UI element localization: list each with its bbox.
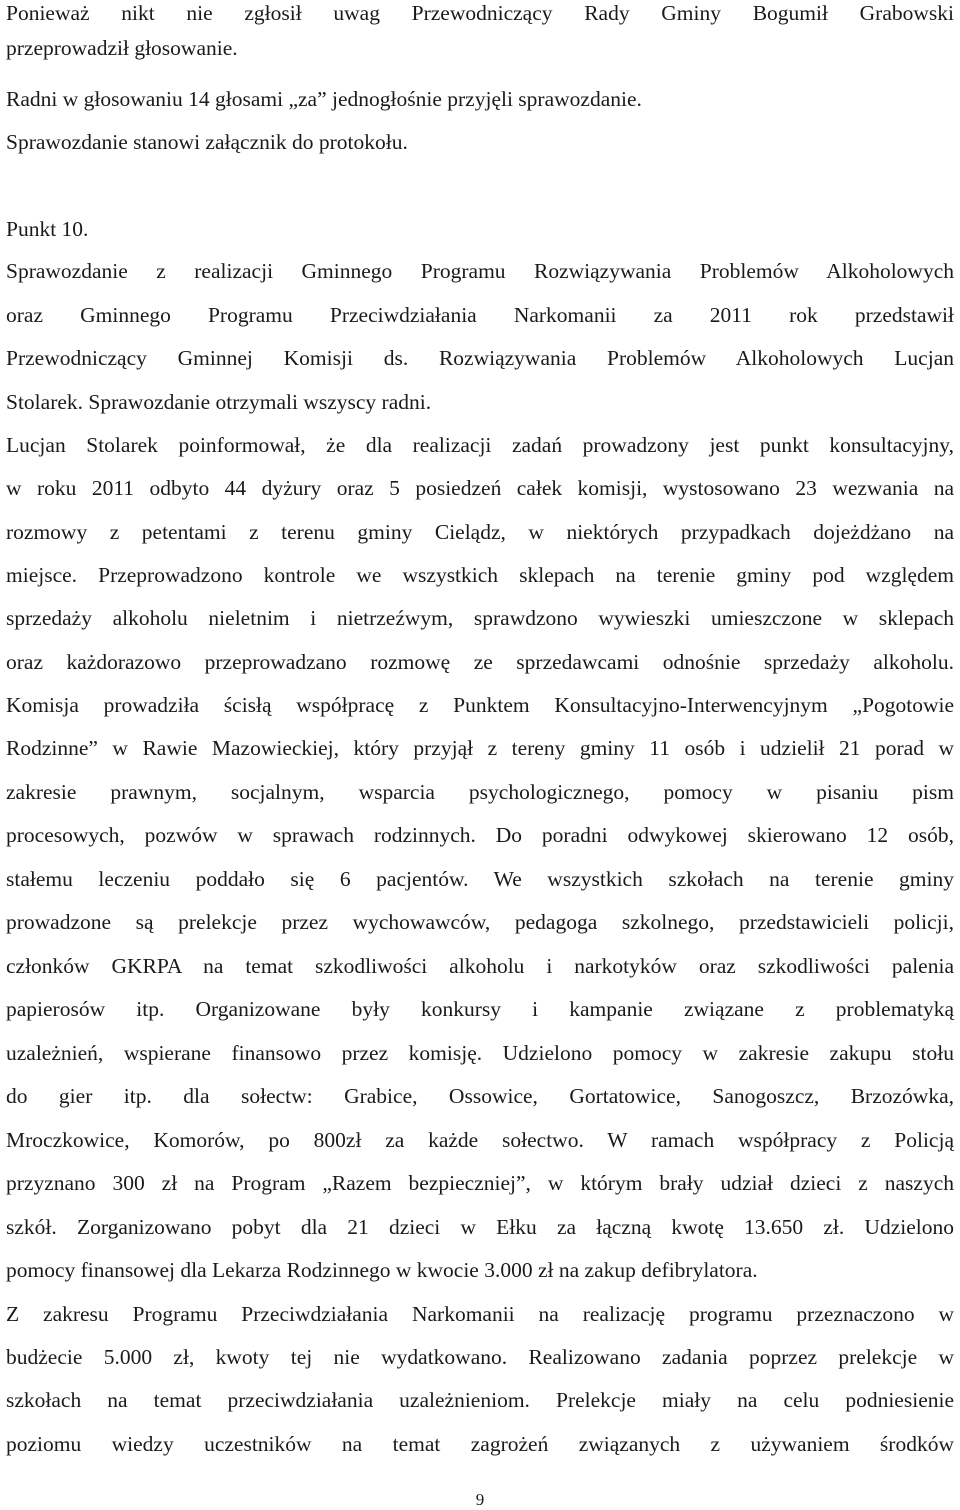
text-line: Komisja prowadziła ścisłą współpracę z Punktem Konsultacyjno-Interwencyjnym „Pogotowie [6,693,954,717]
text-line: Rodzinne” w Rawie Mazowieckiej, który przyjął z tereny gminy 11 osób i udzielił 21 porad w [6,736,954,760]
text-line: Przewodniczący Gminnej Komisji ds. Rozwiązywania Problemów Alkoholowych Lucjan [6,346,954,370]
text-line: szkół. Zorganizowano pobyt dla 21 dzieci w Ełku za łączną kwotę 13.650 zł. Udzielono [6,1215,954,1239]
text-line: Mroczkowice, Komorów, po 800zł za każde sołectwo. W ramach współpracy z Policją [6,1128,954,1152]
text-line: oraz każdorazowo przeprowadzano rozmowę ze sprzedawcami odnośnie sprzedaży alkoholu. [6,650,954,674]
text-line: procesowych, pozwów w sprawach rodzinnych. Do poradni odwykowej skierowano 12 osób, [6,823,954,847]
text-line: Punkt 10. [6,217,89,241]
text-line: poziomu wiedzy uczestników na temat zagrożeń związanych z używaniem środków [6,1432,954,1456]
text-line: Sprawozdanie z realizacji Gminnego Programu Rozwiązywania Problemów Alkoholowych [6,259,954,283]
text-line: szkołach na temat przeciwdziałania uzależnieniom. Prelekcje miały na celu podniesienie [6,1388,954,1412]
text-line: członków GKRPA na temat szkodliwości alkoholu i narkotyków oraz szkodliwości palenia [6,954,954,978]
text-line: rozmowy z petentami z terenu gminy Cielądz, w niektórych przypadkach dojeżdżano na [6,520,954,544]
text-line: papierosów itp. Organizowane były konkursy i kampanie związane z problematyką [6,997,954,1021]
text-line: Lucjan Stolarek poinformował, że dla realizacji zadań prowadzony jest punkt konsultacyjny, [6,433,954,457]
text-line: przyznano 300 zł na Program „Razem bezpieczniej”, w którym brały udział dzieci z naszych [6,1171,954,1195]
text-line: Ponieważ nikt nie zgłosił uwag Przewodniczący Rady Gminy Bogumił Grabowski [6,1,954,25]
text-line: zakresie prawnym, socjalnym, wsparcia psychologicznego, pomocy w pisaniu pism [6,780,954,804]
text-line: Sprawozdanie stanowi załącznik do protokołu. [6,130,408,154]
text-line: stałemu leczeniu poddało się 6 pacjentów. We wszystkich szkołach na terenie gminy [6,867,954,891]
text-line: budżecie 5.000 zł, kwoty tej nie wydatkowano. Realizowano zadania poprzez prelekcje w [6,1345,954,1369]
text-line: pomocy finansowej dla Lekarza Rodzinnego w kwocie 3.000 zł na zakup defibrylatora. [6,1258,758,1282]
text-line: w roku 2011 odbyto 44 dyżury oraz 5 posiedzeń całek komisji, wystosowano 23 wezwania na [6,476,954,500]
text-line: miejsce. Przeprowadzono kontrole we wszystkich sklepach na terenie gminy pod względem [6,563,954,587]
text-line: uzależnień, wspierane finansowo przez komisję. Udzielono pomocy w zakresie zakupu stołu [6,1041,954,1065]
text-line: sprzedaży alkoholu nieletnim i nietrzeźwym, sprawdzono wywieszki umieszczone w sklepach [6,606,954,630]
text-line: Z zakresu Programu Przeciwdziałania Narkomanii na realizację programu przeznaczono w [6,1302,954,1326]
text-line: do gier itp. dla sołectw: Grabice, Ossowice, Gortatowice, Sanogoszcz, Brzozówka, [6,1084,954,1108]
text-line: prowadzone są prelekcje przez wychowawców, pedagoga szkolnego, przedstawicieli policji, [6,910,954,934]
text-line: Stolarek. Sprawozdanie otrzymali wszyscy radni. [6,390,432,414]
page-number: 9 [475,1490,485,1509]
text-line: oraz Gminnego Programu Przeciwdziałania Narkomanii za 2011 rok przedstawił [6,303,954,327]
text-line: przeprowadził głosowanie. [6,36,238,60]
text-line: Radni w głosowaniu 14 głosami „za” jednogłośnie przyjęli sprawozdanie. [6,87,642,111]
